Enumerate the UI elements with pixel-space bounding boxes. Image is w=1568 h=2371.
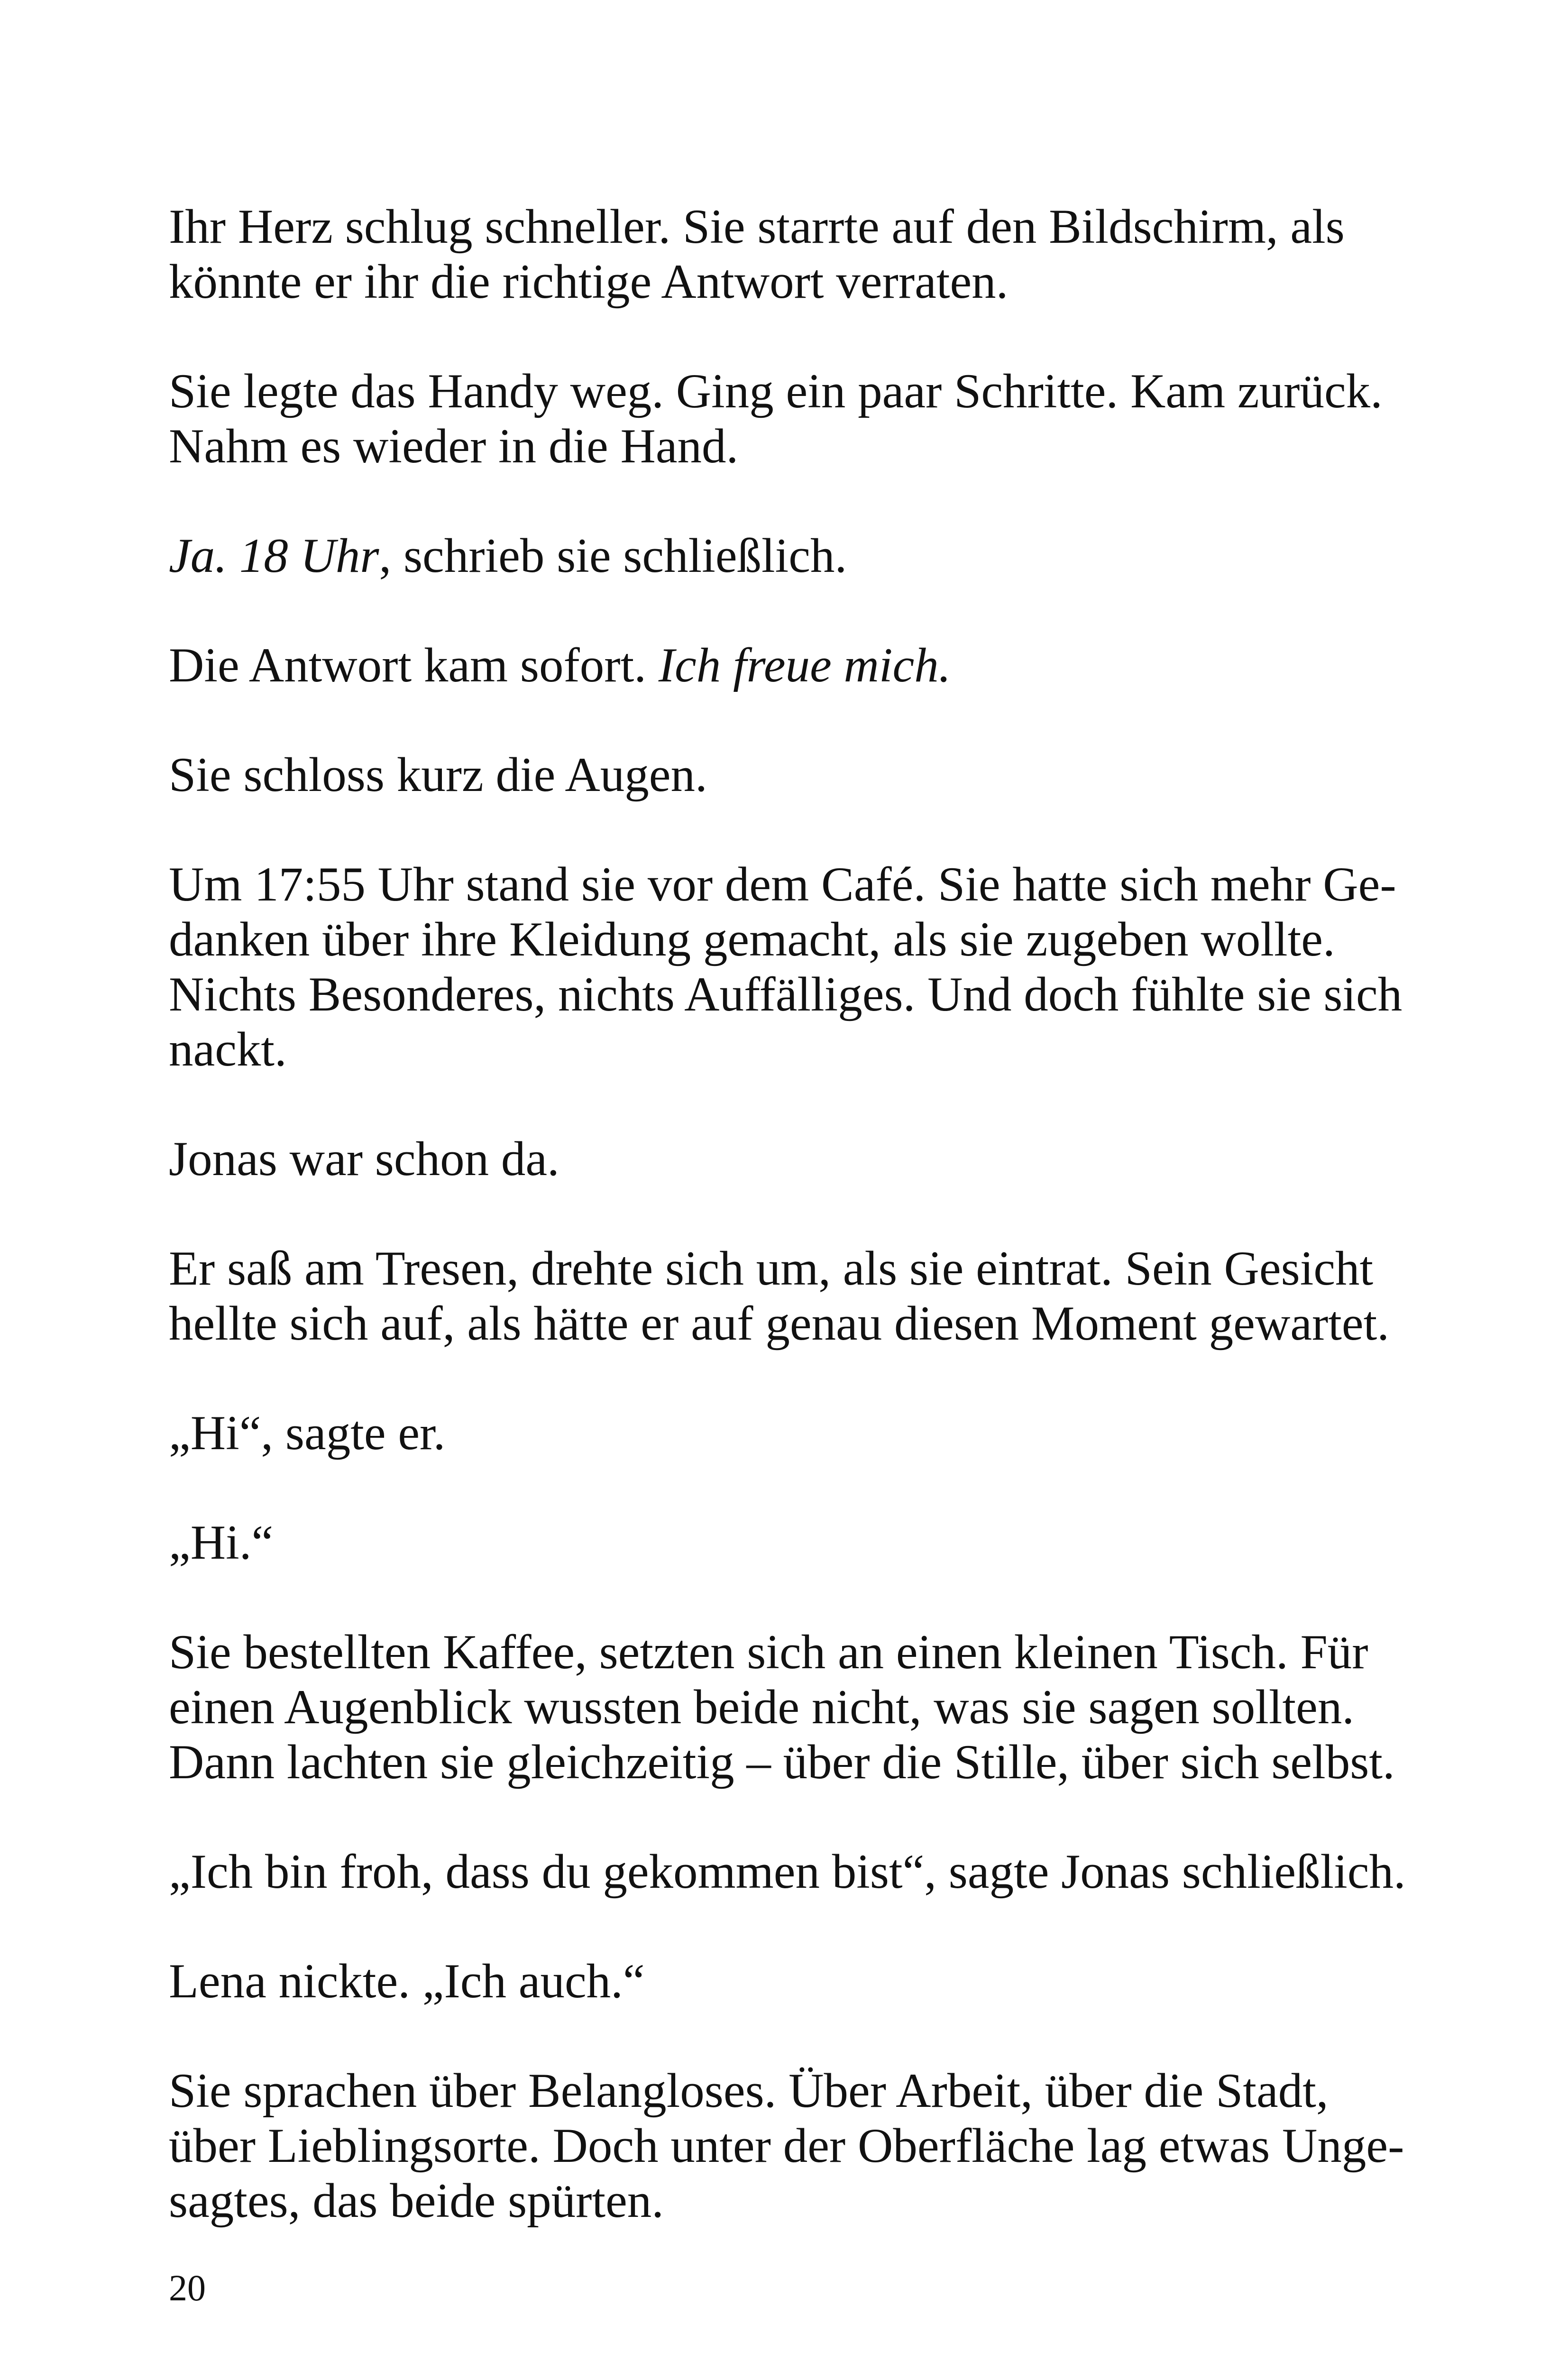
text-run: , schrieb sie schließlich. [379,529,847,583]
text-line: Lena nickte. „Ich auch.“ [169,1954,645,2008]
text-line: „Hi“, sagte er. [169,1406,446,1460]
text-line: über Lieblingsorte. Doch unter der Oberfläche lag etwas Unge- [169,2119,1404,2173]
paragraph [169,1844,1406,1899]
text-line: Sie legte das Handy weg. Ging ein paar Schritte. Kam zurück. [169,364,1383,418]
paragraph [169,857,1403,1077]
paragraph [169,364,1383,474]
text-line: sagtes, das beide spürten. [169,2174,664,2228]
text-line: Jonas war schon da. [169,1132,559,1186]
text-line [169,528,1383,583]
text-line: Sie schloss kurz die Augen. [169,748,707,802]
text-line: hellte sich auf, als hätte er auf genau diesen Moment gewartet. [169,1296,1389,1351]
text-line: Sie sprachen über Belangloses. Über Arbeit, über die Stadt, [169,2064,1329,2118]
paragraph [169,1241,1389,1351]
italic-text: Ich freue mich. [658,638,951,692]
paragraph [169,747,1383,802]
text-line: danken über ihre Kleidung gemacht, als sie zugeben wollte. [169,912,1335,966]
paragraph [169,1625,1395,1790]
text-line: Er saß am Tresen, drehte sich um, als sie eintrat. Sein Gesicht [169,1241,1374,1296]
text-line [169,638,1383,693]
text-line: Nichts Besonderes, nichts Auffälliges. Und doch fühlte sie sich [169,967,1403,1021]
text-line: könnte er ihr die richtige Antwort verraten. [169,255,1009,309]
paragraph [169,528,1383,583]
italic-text: Ja. 18 Uhr [169,529,379,583]
paragraph [169,1131,1383,1186]
text-line: „Hi.“ [169,1516,274,1570]
text-line: Um 17:55 Uhr stand sie vor dem Café. Sie hatte sich mehr Ge- [169,857,1396,911]
text-run: Die Antwort kam sofort. [169,638,659,692]
text-line: einen Augenblick wussten beide nicht, was sie sagen sollten. [169,1680,1355,1734]
paragraph [169,2063,1404,2228]
page-number: 20 [169,2267,206,2308]
paragraph [169,638,1383,693]
text-line: nackt. [169,1022,287,1076]
text-line: „Ich bin froh, dass du gekommen bist“, sagte Jonas schließlich. [169,1845,1406,1899]
text-line: Sie bestellten Kaffee, setzten sich an einen kleinen Tisch. Für [169,1625,1368,1679]
text-line: Nahm es wieder in die Hand. [169,419,739,473]
paragraph [169,1954,1383,2009]
paragraph [169,1515,1383,1570]
paragraph [169,1406,1383,1461]
text-line: Dann lachten sie gleichzeitig – über die Stille, über sich selbst. [169,1735,1395,1789]
body-text [169,199,1406,2283]
paragraph [169,199,1383,309]
text-line: Ihr Herz schlug schneller. Sie starrte auf den Bildschirm, als [169,200,1345,254]
